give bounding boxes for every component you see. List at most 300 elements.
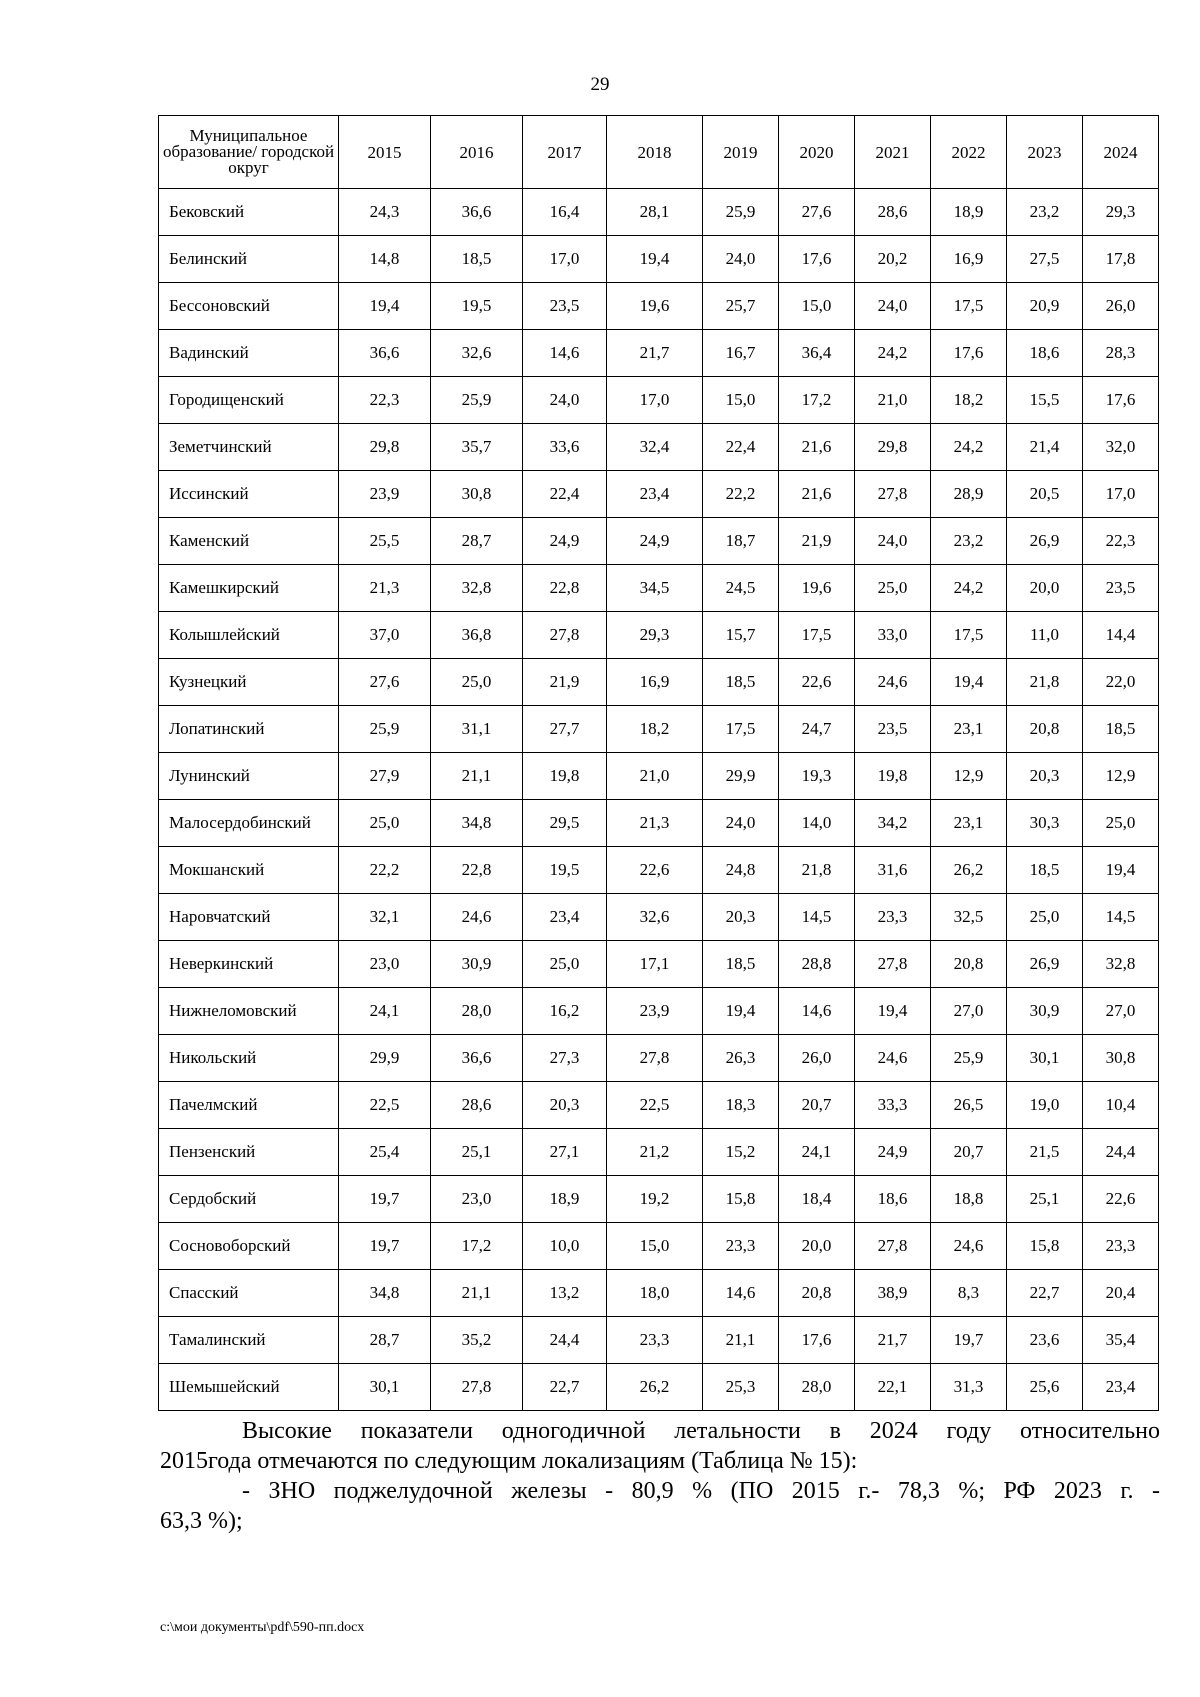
table-body (159, 189, 1159, 1411)
value-cell: 26,2 (607, 1364, 703, 1411)
value-cell: 21,3 (607, 800, 703, 847)
header-year: 2023 (1007, 116, 1083, 189)
value-cell: 23,0 (339, 941, 431, 988)
table-row (159, 941, 1159, 988)
municipality-name: Сердобский (159, 1176, 339, 1223)
municipality-name: Нижнеломовский (159, 988, 339, 1035)
value-cell: 23,4 (607, 471, 703, 518)
table-row (159, 424, 1159, 471)
table-row (159, 659, 1159, 706)
header-year: 2015 (339, 116, 431, 189)
value-cell: 11,0 (1007, 612, 1083, 659)
value-cell: 22,5 (339, 1082, 431, 1129)
municipality-name: Каменский (159, 518, 339, 565)
body-text (160, 1416, 1160, 1536)
value-cell: 32,0 (1083, 424, 1159, 471)
value-cell: 25,1 (431, 1129, 523, 1176)
value-cell: 21,1 (431, 753, 523, 800)
value-cell: 32,6 (431, 330, 523, 377)
value-cell: 18,7 (703, 518, 779, 565)
header-year: 2017 (523, 116, 607, 189)
value-cell: 17,6 (1083, 377, 1159, 424)
value-cell: 27,8 (855, 471, 931, 518)
table-row (159, 236, 1159, 283)
municipality-name: Пачелмский (159, 1082, 339, 1129)
value-cell: 29,9 (339, 1035, 431, 1082)
table-row (159, 612, 1159, 659)
table-row (159, 1129, 1159, 1176)
value-cell: 24,4 (523, 1317, 607, 1364)
value-cell: 36,6 (431, 189, 523, 236)
value-cell: 32,5 (931, 894, 1007, 941)
value-cell: 20,8 (931, 941, 1007, 988)
header-year: 2024 (1083, 116, 1159, 189)
value-cell: 21,0 (607, 753, 703, 800)
municipality-name: Сосновоборский (159, 1223, 339, 1270)
value-cell: 17,6 (779, 236, 855, 283)
value-cell: 20,9 (1007, 283, 1083, 330)
value-cell: 17,0 (607, 377, 703, 424)
value-cell: 23,1 (931, 800, 1007, 847)
value-cell: 27,5 (1007, 236, 1083, 283)
value-cell: 25,5 (339, 518, 431, 565)
municipality-name: Наровчатский (159, 894, 339, 941)
table-row (159, 283, 1159, 330)
value-cell: 36,8 (431, 612, 523, 659)
value-cell: 20,3 (523, 1082, 607, 1129)
value-cell: 34,8 (431, 800, 523, 847)
table-row (159, 330, 1159, 377)
value-cell: 28,7 (431, 518, 523, 565)
value-cell: 24,1 (339, 988, 431, 1035)
value-cell: 22,0 (1083, 659, 1159, 706)
value-cell: 15,0 (779, 283, 855, 330)
value-cell: 29,9 (703, 753, 779, 800)
value-cell: 18,5 (703, 941, 779, 988)
paragraph-line: 2015года отмечаются по следующим локализациям (Таблица № 15): (160, 1448, 858, 1474)
table-row (159, 847, 1159, 894)
value-cell: 8,3 (931, 1270, 1007, 1317)
value-cell: 18,3 (703, 1082, 779, 1129)
value-cell: 17,5 (931, 283, 1007, 330)
value-cell: 24,9 (855, 1129, 931, 1176)
value-cell: 14,8 (339, 236, 431, 283)
municipality-name: Тамалинский (159, 1317, 339, 1364)
value-cell: 18,0 (607, 1270, 703, 1317)
value-cell: 25,7 (703, 283, 779, 330)
value-cell: 20,0 (779, 1223, 855, 1270)
value-cell: 27,8 (855, 941, 931, 988)
value-cell: 18,5 (1007, 847, 1083, 894)
value-cell: 10,0 (523, 1223, 607, 1270)
header-year: 2019 (703, 116, 779, 189)
value-cell: 25,1 (1007, 1176, 1083, 1223)
value-cell: 23,9 (607, 988, 703, 1035)
value-cell: 36,6 (431, 1035, 523, 1082)
value-cell: 19,8 (855, 753, 931, 800)
value-cell: 18,5 (1083, 706, 1159, 753)
municipality-name: Спасский (159, 1270, 339, 1317)
value-cell: 19,5 (523, 847, 607, 894)
value-cell: 14,0 (779, 800, 855, 847)
value-cell: 36,4 (779, 330, 855, 377)
value-cell: 38,9 (855, 1270, 931, 1317)
header-year: 2022 (931, 116, 1007, 189)
paragraph-line: Высокие показатели одногодичной летальности в 2024 году относительно (242, 1418, 1160, 1444)
value-cell: 24,0 (855, 518, 931, 565)
value-cell: 17,2 (431, 1223, 523, 1270)
value-cell: 20,2 (855, 236, 931, 283)
value-cell: 23,4 (523, 894, 607, 941)
value-cell: 17,6 (931, 330, 1007, 377)
header-year: 2018 (607, 116, 703, 189)
value-cell: 16,9 (607, 659, 703, 706)
value-cell: 20,3 (703, 894, 779, 941)
value-cell: 35,2 (431, 1317, 523, 1364)
value-cell: 16,4 (523, 189, 607, 236)
value-cell: 23,5 (855, 706, 931, 753)
value-cell: 24,0 (703, 800, 779, 847)
value-cell: 20,4 (1083, 1270, 1159, 1317)
header-year: 2016 (431, 116, 523, 189)
value-cell: 24,3 (339, 189, 431, 236)
mortality-table (158, 115, 1159, 1411)
value-cell: 14,6 (779, 988, 855, 1035)
value-cell: 32,8 (1083, 941, 1159, 988)
value-cell: 23,9 (339, 471, 431, 518)
value-cell: 19,4 (607, 236, 703, 283)
value-cell: 17,0 (523, 236, 607, 283)
value-cell: 31,1 (431, 706, 523, 753)
value-cell: 25,6 (1007, 1364, 1083, 1411)
table-row (159, 189, 1159, 236)
value-cell: 15,5 (1007, 377, 1083, 424)
value-cell: 24,2 (931, 565, 1007, 612)
value-cell: 17,2 (779, 377, 855, 424)
value-cell: 12,9 (931, 753, 1007, 800)
municipality-name: Малосердобинский (159, 800, 339, 847)
value-cell: 23,3 (855, 894, 931, 941)
value-cell: 20,7 (931, 1129, 1007, 1176)
value-cell: 17,8 (1083, 236, 1159, 283)
value-cell: 21,6 (779, 471, 855, 518)
value-cell: 21,1 (431, 1270, 523, 1317)
table-row (159, 377, 1159, 424)
value-cell: 21,6 (779, 424, 855, 471)
page-number: 29 (590, 74, 610, 95)
value-cell: 19,6 (607, 283, 703, 330)
value-cell: 33,3 (855, 1082, 931, 1129)
value-cell: 30,1 (1007, 1035, 1083, 1082)
table-row (159, 1317, 1159, 1364)
value-cell: 25,0 (1083, 800, 1159, 847)
value-cell: 19,7 (339, 1176, 431, 1223)
value-cell: 23,3 (1083, 1223, 1159, 1270)
value-cell: 24,8 (703, 847, 779, 894)
municipality-name: Бессоновский (159, 283, 339, 330)
table-row (159, 518, 1159, 565)
value-cell: 28,8 (779, 941, 855, 988)
value-cell: 28,3 (1083, 330, 1159, 377)
value-cell: 24,4 (1083, 1129, 1159, 1176)
value-cell: 21,3 (339, 565, 431, 612)
table-header-row (159, 116, 1159, 189)
value-cell: 21,0 (855, 377, 931, 424)
value-cell: 20,8 (779, 1270, 855, 1317)
table-row (159, 894, 1159, 941)
value-cell: 15,0 (703, 377, 779, 424)
value-cell: 17,5 (779, 612, 855, 659)
value-cell: 27,6 (779, 189, 855, 236)
value-cell: 34,8 (339, 1270, 431, 1317)
value-cell: 21,9 (779, 518, 855, 565)
value-cell: 24,2 (855, 330, 931, 377)
value-cell: 18,4 (779, 1176, 855, 1223)
value-cell: 23,5 (1083, 565, 1159, 612)
value-cell: 21,8 (1007, 659, 1083, 706)
municipality-name: Никольский (159, 1035, 339, 1082)
municipality-name: Лунинский (159, 753, 339, 800)
footer-file-path: c:\мои документы\pdf\590-пп.docx (160, 1620, 365, 1635)
value-cell: 24,6 (855, 1035, 931, 1082)
value-cell: 17,6 (779, 1317, 855, 1364)
value-cell: 28,9 (931, 471, 1007, 518)
value-cell: 24,0 (703, 236, 779, 283)
value-cell: 18,9 (931, 189, 1007, 236)
value-cell: 14,6 (523, 330, 607, 377)
value-cell: 26,0 (1083, 283, 1159, 330)
value-cell: 27,0 (1083, 988, 1159, 1035)
municipality-name: Мокшанский (159, 847, 339, 894)
value-cell: 25,9 (431, 377, 523, 424)
value-cell: 22,2 (339, 847, 431, 894)
value-cell: 29,3 (1083, 189, 1159, 236)
municipality-name: Лопатинский (159, 706, 339, 753)
value-cell: 25,9 (339, 706, 431, 753)
table-row (159, 1082, 1159, 1129)
value-cell: 17,1 (607, 941, 703, 988)
value-cell: 23,0 (431, 1176, 523, 1223)
value-cell: 24,9 (607, 518, 703, 565)
value-cell: 13,2 (523, 1270, 607, 1317)
value-cell: 24,1 (779, 1129, 855, 1176)
municipality-name: Пензенский (159, 1129, 339, 1176)
value-cell: 18,2 (607, 706, 703, 753)
value-cell: 30,3 (1007, 800, 1083, 847)
value-cell: 15,8 (1007, 1223, 1083, 1270)
value-cell: 28,7 (339, 1317, 431, 1364)
municipality-name: Неверкинский (159, 941, 339, 988)
value-cell: 12,9 (1083, 753, 1159, 800)
value-cell: 22,8 (523, 565, 607, 612)
value-cell: 21,2 (607, 1129, 703, 1176)
value-cell: 20,5 (1007, 471, 1083, 518)
value-cell: 23,3 (607, 1317, 703, 1364)
value-cell: 32,6 (607, 894, 703, 941)
header-year: 2020 (779, 116, 855, 189)
value-cell: 30,9 (431, 941, 523, 988)
value-cell: 15,2 (703, 1129, 779, 1176)
value-cell: 19,2 (607, 1176, 703, 1223)
value-cell: 35,7 (431, 424, 523, 471)
value-cell: 18,8 (931, 1176, 1007, 1223)
value-cell: 23,6 (1007, 1317, 1083, 1364)
header-municipality: Муниципальное образование/ городской округ (159, 116, 339, 189)
value-cell: 17,5 (931, 612, 1007, 659)
value-cell: 24,2 (931, 424, 1007, 471)
value-cell: 23,1 (931, 706, 1007, 753)
value-cell: 19,3 (779, 753, 855, 800)
table-row (159, 1035, 1159, 1082)
value-cell: 26,3 (703, 1035, 779, 1082)
value-cell: 10,4 (1083, 1082, 1159, 1129)
table-row (159, 753, 1159, 800)
value-cell: 31,3 (931, 1364, 1007, 1411)
table-row (159, 471, 1159, 518)
value-cell: 21,1 (703, 1317, 779, 1364)
value-cell: 15,7 (703, 612, 779, 659)
value-cell: 27,6 (339, 659, 431, 706)
value-cell: 22,1 (855, 1364, 931, 1411)
value-cell: 21,7 (607, 330, 703, 377)
value-cell: 17,5 (703, 706, 779, 753)
value-cell: 22,6 (607, 847, 703, 894)
value-cell: 26,2 (931, 847, 1007, 894)
value-cell: 32,4 (607, 424, 703, 471)
value-cell: 32,8 (431, 565, 523, 612)
value-cell: 19,5 (431, 283, 523, 330)
value-cell: 21,8 (779, 847, 855, 894)
municipality-name: Земетчинский (159, 424, 339, 471)
value-cell: 25,9 (703, 189, 779, 236)
value-cell: 25,4 (339, 1129, 431, 1176)
value-cell: 27,0 (931, 988, 1007, 1035)
value-cell: 27,8 (523, 612, 607, 659)
value-cell: 35,4 (1083, 1317, 1159, 1364)
value-cell: 19,7 (931, 1317, 1007, 1364)
value-cell: 20,0 (1007, 565, 1083, 612)
value-cell: 28,0 (431, 988, 523, 1035)
value-cell: 32,1 (339, 894, 431, 941)
municipality-name: Камешкирский (159, 565, 339, 612)
value-cell: 34,5 (607, 565, 703, 612)
value-cell: 17,0 (1083, 471, 1159, 518)
value-cell: 23,3 (703, 1223, 779, 1270)
value-cell: 30,8 (1083, 1035, 1159, 1082)
value-cell: 16,7 (703, 330, 779, 377)
value-cell: 19,7 (339, 1223, 431, 1270)
value-cell: 29,5 (523, 800, 607, 847)
value-cell: 22,6 (1083, 1176, 1159, 1223)
value-cell: 19,4 (855, 988, 931, 1035)
value-cell: 27,8 (431, 1364, 523, 1411)
value-cell: 24,6 (855, 659, 931, 706)
municipality-name: Городищенский (159, 377, 339, 424)
header-year: 2021 (855, 116, 931, 189)
table-row (159, 800, 1159, 847)
municipality-name: Кузнецкий (159, 659, 339, 706)
value-cell: 23,2 (1007, 189, 1083, 236)
value-cell: 18,5 (431, 236, 523, 283)
table-row (159, 706, 1159, 753)
value-cell: 22,6 (779, 659, 855, 706)
value-cell: 34,2 (855, 800, 931, 847)
value-cell: 28,1 (607, 189, 703, 236)
value-cell: 22,3 (339, 377, 431, 424)
value-cell: 19,8 (523, 753, 607, 800)
value-cell: 26,9 (1007, 518, 1083, 565)
value-cell: 22,3 (1083, 518, 1159, 565)
value-cell: 27,7 (523, 706, 607, 753)
municipality-name: Белинский (159, 236, 339, 283)
value-cell: 18,2 (931, 377, 1007, 424)
table-row (159, 988, 1159, 1035)
value-cell: 21,4 (1007, 424, 1083, 471)
value-cell: 19,4 (703, 988, 779, 1035)
value-cell: 27,3 (523, 1035, 607, 1082)
value-cell: 27,1 (523, 1129, 607, 1176)
table-row (159, 1270, 1159, 1317)
value-cell: 26,0 (779, 1035, 855, 1082)
value-cell: 21,5 (1007, 1129, 1083, 1176)
value-cell: 19,4 (931, 659, 1007, 706)
value-cell: 24,7 (779, 706, 855, 753)
value-cell: 29,3 (607, 612, 703, 659)
value-cell: 18,6 (855, 1176, 931, 1223)
table-row (159, 1176, 1159, 1223)
value-cell: 18,5 (703, 659, 779, 706)
municipality-name: Шемышейский (159, 1364, 339, 1411)
value-cell: 29,8 (855, 424, 931, 471)
value-cell: 19,4 (1083, 847, 1159, 894)
value-cell: 16,9 (931, 236, 1007, 283)
value-cell: 30,9 (1007, 988, 1083, 1035)
value-cell: 14,5 (1083, 894, 1159, 941)
value-cell: 25,0 (339, 800, 431, 847)
value-cell: 19,6 (779, 565, 855, 612)
municipality-name: Вадинский (159, 330, 339, 377)
municipality-name: Колышлейский (159, 612, 339, 659)
municipality-name: Бековский (159, 189, 339, 236)
value-cell: 30,1 (339, 1364, 431, 1411)
value-cell: 27,9 (339, 753, 431, 800)
value-cell: 23,5 (523, 283, 607, 330)
value-cell: 21,7 (855, 1317, 931, 1364)
value-cell: 22,4 (703, 424, 779, 471)
value-cell: 22,7 (1007, 1270, 1083, 1317)
value-cell: 20,3 (1007, 753, 1083, 800)
value-cell: 30,8 (431, 471, 523, 518)
value-cell: 27,8 (607, 1035, 703, 1082)
value-cell: 24,5 (703, 565, 779, 612)
value-cell: 24,0 (523, 377, 607, 424)
paragraph-line: - ЗНО поджелудочной железы - 80,9 % (ПО 2015 г.- 78,3 %; РФ 2023 г. - (242, 1478, 1160, 1504)
value-cell: 28,6 (855, 189, 931, 236)
value-cell: 22,2 (703, 471, 779, 518)
value-cell: 18,6 (1007, 330, 1083, 377)
value-cell: 33,0 (855, 612, 931, 659)
value-cell: 20,7 (779, 1082, 855, 1129)
value-cell: 18,9 (523, 1176, 607, 1223)
value-cell: 16,2 (523, 988, 607, 1035)
value-cell: 26,9 (1007, 941, 1083, 988)
value-cell: 31,6 (855, 847, 931, 894)
value-cell: 22,4 (523, 471, 607, 518)
value-cell: 27,8 (855, 1223, 931, 1270)
value-cell: 28,6 (431, 1082, 523, 1129)
value-cell: 19,0 (1007, 1082, 1083, 1129)
table-row (159, 565, 1159, 612)
